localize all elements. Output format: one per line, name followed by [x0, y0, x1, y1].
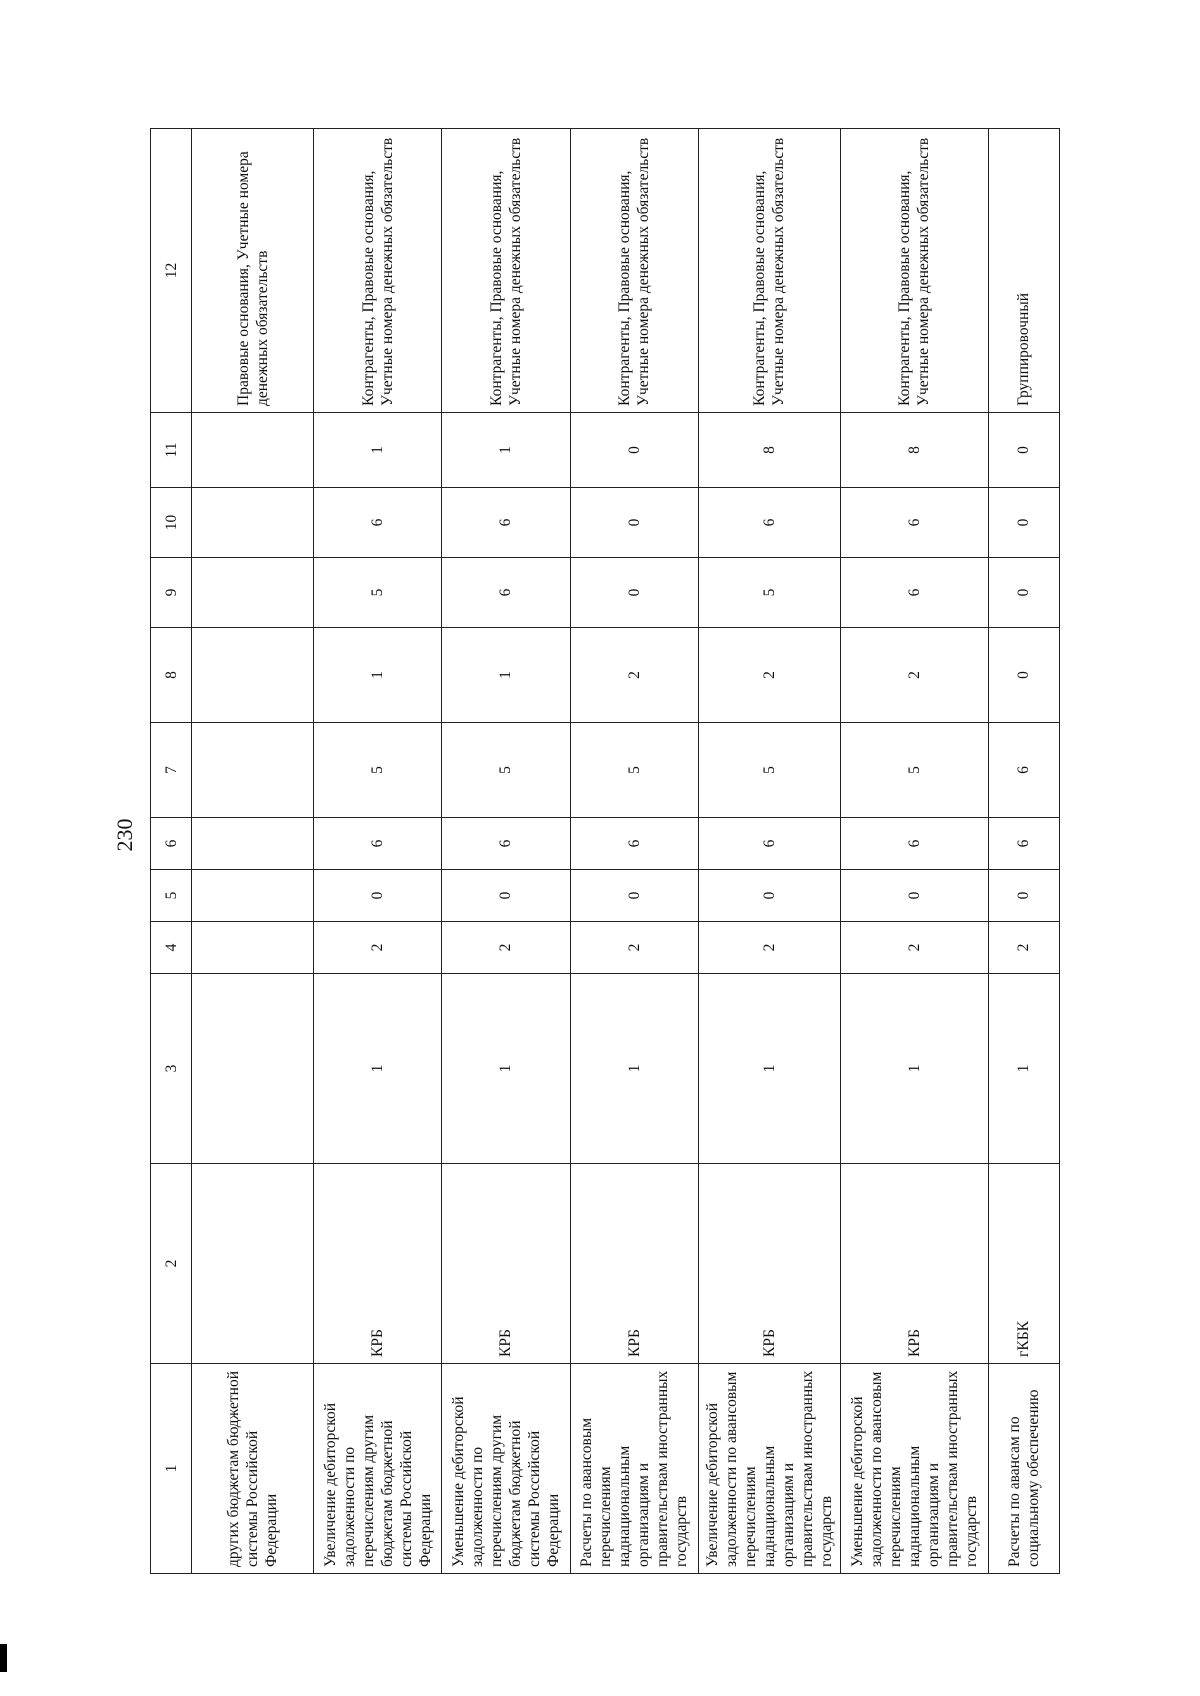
code-cell: гКБК: [988, 1164, 1059, 1364]
value-cell: 6: [314, 488, 442, 558]
table-row: [841, 129, 989, 1574]
value-cell: 6: [570, 818, 698, 870]
value-cell: 5: [442, 723, 570, 818]
value-cell: 6: [442, 558, 570, 628]
header-cell: 6: [151, 818, 192, 870]
table-row: [314, 129, 442, 1574]
value-cell: [192, 488, 314, 558]
value-cell: 1: [314, 628, 442, 723]
header-cell: 4: [151, 922, 192, 974]
account-name-cell: других бюджетам бюджетной системы Российской Федерации: [192, 1364, 314, 1574]
header-cell: 9: [151, 558, 192, 628]
table-row: [988, 129, 1059, 1574]
basis-cell: Группировочный: [988, 129, 1059, 413]
value-cell: 5: [314, 558, 442, 628]
account-name-cell: Увеличение дебиторской задолженности по авансовым перечислениям наднациональным организациям и правительствам иностранных государств: [698, 1364, 840, 1574]
value-cell: 0: [442, 870, 570, 922]
account-name-cell: Расчеты по авансам по социальному обеспечению: [988, 1364, 1059, 1574]
value-cell: [192, 723, 314, 818]
value-cell: 6: [698, 818, 840, 870]
account-name-cell: Расчеты по авансовым перечислениям наднациональным организациям и правительствам иностранных государств: [570, 1364, 698, 1574]
value-cell: 8: [698, 413, 840, 488]
value-cell: 1: [442, 974, 570, 1164]
code-cell: КРБ: [442, 1164, 570, 1364]
value-cell: 0: [988, 488, 1059, 558]
header-cell: 1: [151, 1364, 192, 1574]
account-name-cell: Уменьшение дебиторской задолженности по перечислениям другим бюджетам бюджетной системы Российской Федерации: [442, 1364, 570, 1574]
value-cell: 1: [442, 413, 570, 488]
value-cell: 1: [314, 413, 442, 488]
page-number: 230: [112, 818, 137, 852]
account-name-cell: Увеличение дебиторской задолженности по перечислениям другим бюджетам бюджетной системы Российской Федерации: [314, 1364, 442, 1574]
value-cell: 2: [570, 922, 698, 974]
value-cell: 0: [698, 870, 840, 922]
value-cell: 0: [314, 870, 442, 922]
value-cell: 0: [988, 558, 1059, 628]
header-row: [151, 129, 192, 1574]
value-cell: 1: [442, 628, 570, 723]
code-cell: КРБ: [314, 1164, 442, 1364]
header-cell: 2: [151, 1164, 192, 1364]
value-cell: 2: [442, 922, 570, 974]
value-cell: 2: [841, 922, 989, 974]
value-cell: [192, 922, 314, 974]
value-cell: [192, 413, 314, 488]
value-cell: 1: [841, 974, 989, 1164]
table-row: [192, 129, 314, 1574]
header-cell: 10: [151, 488, 192, 558]
header-cell: 3: [151, 974, 192, 1164]
value-cell: 6: [442, 818, 570, 870]
scan-edge-mark: [0, 1644, 7, 1672]
value-cell: 0: [988, 628, 1059, 723]
value-cell: [192, 628, 314, 723]
value-cell: 2: [314, 922, 442, 974]
table-row: [698, 129, 840, 1574]
value-cell: 1: [698, 974, 840, 1164]
basis-cell: Контрагенты, Правовые основания, Учетные номера денежных обязательств: [698, 129, 840, 413]
value-cell: 2: [988, 922, 1059, 974]
code-cell: КРБ: [698, 1164, 840, 1364]
value-cell: 6: [698, 488, 840, 558]
basis-cell: Контрагенты, Правовые основания, Учетные номера денежных обязательств: [442, 129, 570, 413]
value-cell: 6: [442, 488, 570, 558]
code-cell: КРБ: [570, 1164, 698, 1364]
value-cell: 0: [570, 870, 698, 922]
value-cell: 0: [988, 413, 1059, 488]
value-cell: [192, 974, 314, 1164]
value-cell: 0: [570, 558, 698, 628]
basis-cell: Контрагенты, Правовые основания, Учетные номера денежных обязательств: [570, 129, 698, 413]
value-cell: [192, 818, 314, 870]
code-cell: [192, 1164, 314, 1364]
header-cell: 5: [151, 870, 192, 922]
table-row: [570, 129, 698, 1574]
value-cell: 5: [698, 558, 840, 628]
value-cell: 0: [988, 870, 1059, 922]
value-cell: [192, 558, 314, 628]
value-cell: 6: [314, 818, 442, 870]
basis-cell: Контрагенты, Правовые основания, Учетные номера денежных обязательств: [314, 129, 442, 413]
value-cell: 0: [570, 488, 698, 558]
value-cell: 1: [988, 974, 1059, 1164]
header-cell: 7: [151, 723, 192, 818]
basis-cell: Правовые основания, Учетные номера денежных обязательств: [192, 129, 314, 413]
code-cell: КРБ: [841, 1164, 989, 1364]
value-cell: 6: [988, 723, 1059, 818]
value-cell: 0: [570, 413, 698, 488]
value-cell: [192, 870, 314, 922]
value-cell: 2: [698, 628, 840, 723]
value-cell: 5: [698, 723, 840, 818]
value-cell: 5: [570, 723, 698, 818]
value-cell: 6: [841, 558, 989, 628]
value-cell: 8: [841, 413, 989, 488]
value-cell: 0: [841, 870, 989, 922]
header-cell: 8: [151, 628, 192, 723]
value-cell: 6: [841, 818, 989, 870]
value-cell: 5: [314, 723, 442, 818]
value-cell: 2: [841, 628, 989, 723]
value-cell: 1: [570, 974, 698, 1164]
header-cell: 12: [151, 129, 192, 413]
basis-cell: Контрагенты, Правовые основания, Учетные номера денежных обязательств: [841, 129, 989, 413]
value-cell: 6: [988, 818, 1059, 870]
value-cell: 6: [841, 488, 989, 558]
accounts-table: [150, 129, 1060, 1574]
header-cell: 11: [151, 413, 192, 488]
value-cell: 5: [841, 723, 989, 818]
account-name-cell: Уменьшение дебиторской задолженности по авансовым перечислениям наднациональным организациям и правительствам иностранных государств: [841, 1364, 989, 1574]
table-row: [442, 129, 570, 1574]
value-cell: 2: [698, 922, 840, 974]
value-cell: 2: [570, 628, 698, 723]
value-cell: 1: [314, 974, 442, 1164]
